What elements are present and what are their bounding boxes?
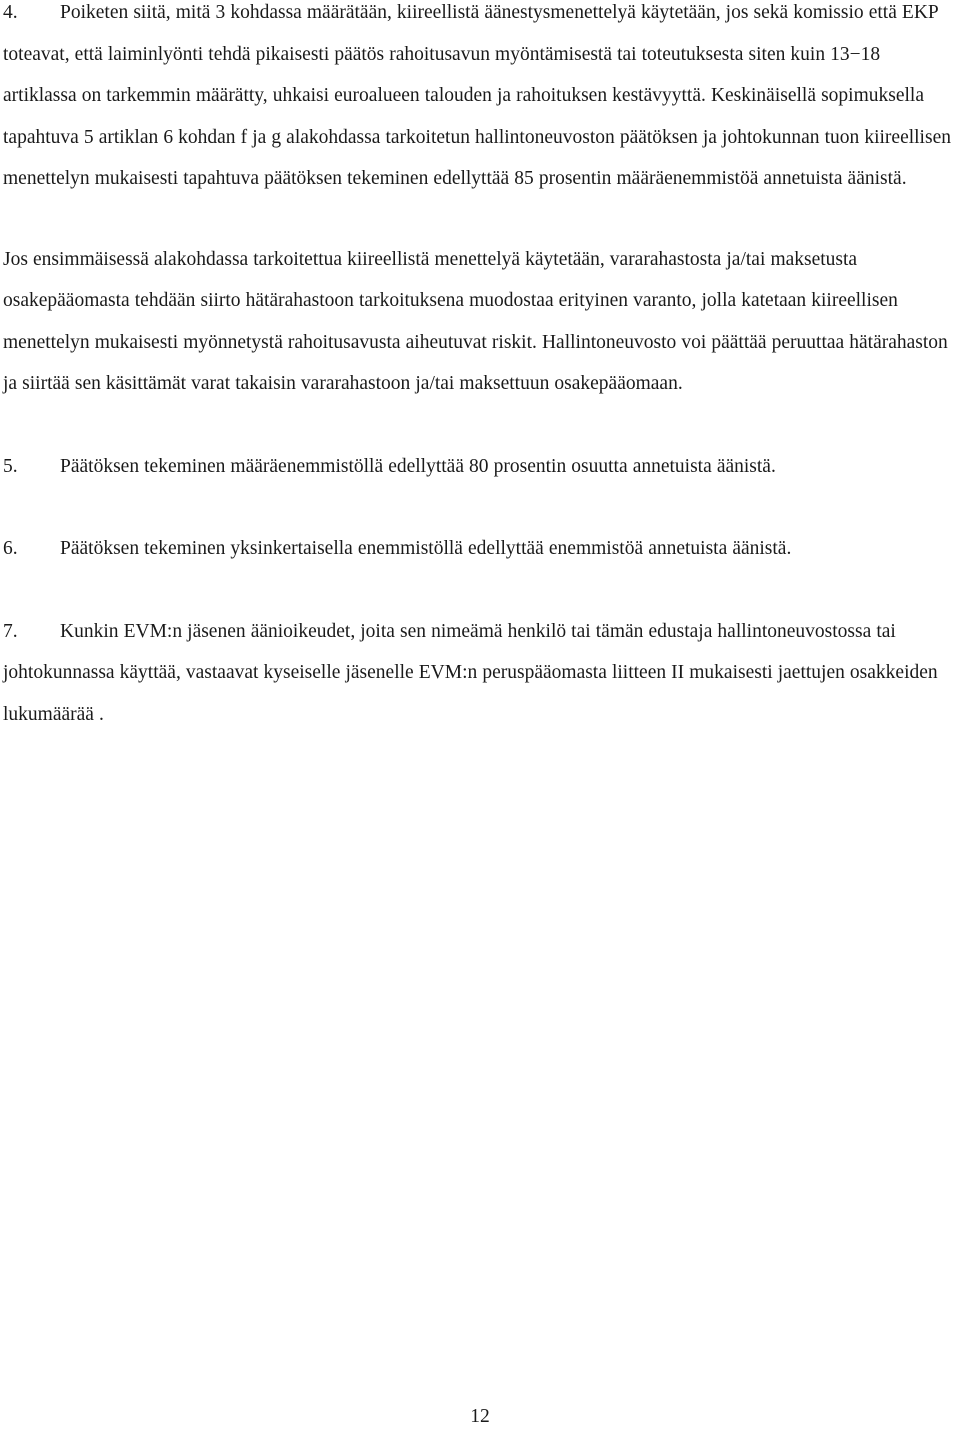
paragraph-text-continued: Keskinäisellä sopimuksella tapahtuva 5 artiklan 6 kohdan f ja g alakohdassa tarkoitetun hallintoneuvoston päätöksen ja johtokunnan tuon kiireellisen menettelyn mukaisesti tapahtuva päätöksen tekeminen edellyttää 85 prosentin määräenemmistöä annetuista äänistä. — [3, 85, 951, 189]
paragraph-text: Kunkin EVM:n jäsenen äänioikeudet, joita sen nimeämä henkilö tai tämän edustaja hallintoneuvostossa tai johtokunnassa käyttää, vastaavat kyseiselle jäsenelle EVM:n peruspääomasta liitteen II mukaisesti jaettujen osakkeiden lukumäärää . — [3, 620, 938, 725]
paragraph-text: Päätöksen tekeminen yksinkertaisella enemmistöllä edellyttää enemmistöä annetuista äänistä. — [60, 538, 792, 559]
paragraph-4-continuation — [3, 239, 958, 405]
paragraph-4 — [3, 0, 958, 200]
paragraph-number: 5. — [3, 455, 18, 477]
page-number: 12 — [470, 1406, 490, 1427]
paragraph-text: Päätöksen tekeminen määräenemmistöllä edellyttää 80 prosentin osuutta annetuista äänistä. — [60, 455, 776, 477]
paragraph-6 — [3, 528, 958, 570]
paragraph-text: Poiketen siitä, mitä 3 kohdassa määrätään, kiireellistä äänestysmenettelyä käytetään, jos sekä komissio että EKP toteavat, että laiminlyönti tehdä pikaisesti päätös rahoitusavun myöntämisestä tai toteutuksesta siten kuin 13−18 artiklassa on tarkemmin määrätty, uhkaisi euroalueen talouden ja rahoituksen kestävyyttä. — [3, 2, 939, 106]
paragraph-number: 6. — [3, 538, 18, 559]
paragraph-5 — [3, 446, 958, 488]
document-page — [3, 0, 958, 735]
paragraph-number: 7. — [3, 620, 18, 642]
paragraph-number: 4. — [3, 2, 18, 23]
paragraph-7 — [3, 611, 958, 736]
paragraph-text: Jos ensimmäisessä alakohdassa tarkoitettua kiireellistä menettelyä käytetään, vararahastosta ja/tai maksetusta osakepääomasta tehdään siirto hätärahastoon tarkoituksena muodostaa erityinen varanto, jolla katetaan kiireellisen menettelyn mukaisesti myönnetystä rahoitusavusta aiheutuvat riskit. Hallintoneuvosto voi päättää peruuttaa hätärahaston ja siirtää sen käsittämät varat takaisin vararahastoon ja/tai maksettuun osakepääomaan. — [3, 248, 948, 394]
